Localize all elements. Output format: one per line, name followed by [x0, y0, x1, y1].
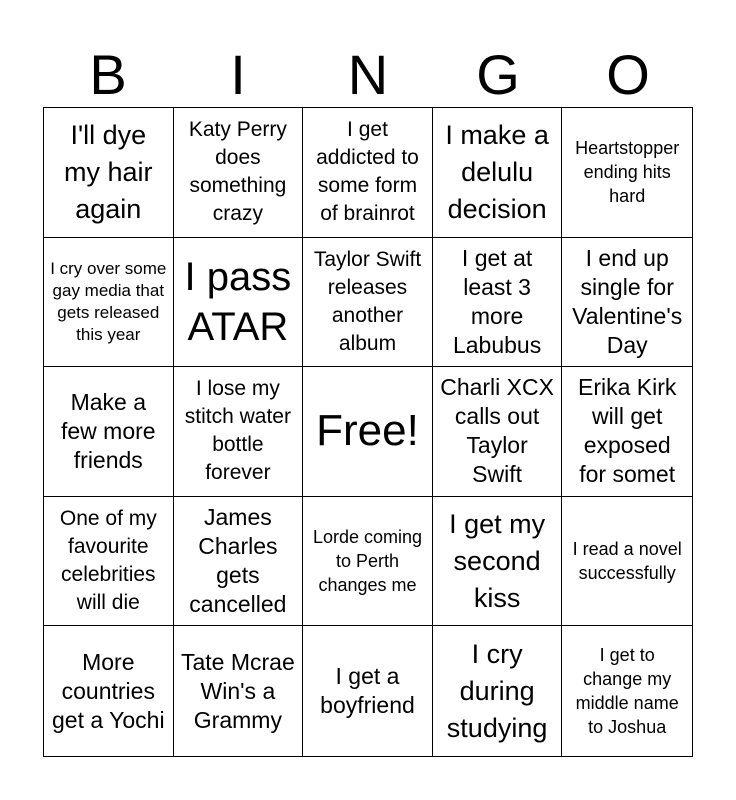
cell-text: I cry over some gay media that gets released this year: [50, 258, 167, 344]
cell-text: Katy Perry does something crazy: [188, 118, 287, 226]
header-letter-i: I: [230, 43, 246, 106]
cell-text: I get at least 3 more Labubus: [452, 244, 542, 358]
header-letter-n: N: [347, 43, 389, 106]
bingo-cell-r1c4[interactable]: [433, 108, 563, 238]
bingo-cell-r3c4[interactable]: [433, 367, 563, 497]
cell-text: I lose my stitch water bottle forever: [184, 377, 291, 485]
cell-text: More countries get a Yochi: [52, 648, 165, 733]
cell-text: Taylor Swift releases another album: [313, 247, 422, 355]
bingo-cell-r2c4[interactable]: [433, 238, 563, 368]
cell-text: I pass ATAR: [184, 254, 292, 349]
cell-text: Heartstopper ending hits hard: [575, 138, 680, 207]
cell-text: I read a novel successfully: [572, 539, 682, 584]
cell-text: Tate Mcrae Win's a Grammy: [181, 648, 295, 733]
bingo-cell-r1c1[interactable]: [44, 108, 174, 238]
cell-text: James Charles gets cancelled: [189, 504, 287, 618]
cell-text: I get addicted to some form of brainrot: [316, 118, 419, 226]
bingo-cell-r2c1[interactable]: [44, 238, 174, 368]
header-letter-b: B: [89, 43, 127, 106]
bingo-cell-r1c2[interactable]: [174, 108, 304, 238]
free-space-text: Free!: [316, 406, 419, 456]
bingo-cell-r5c2[interactable]: [174, 626, 304, 756]
bingo-cell-r3c1[interactable]: [44, 367, 174, 497]
bingo-cell-r3c5[interactable]: [562, 367, 692, 497]
bingo-cell-r2c2[interactable]: [174, 238, 304, 368]
bingo-cell-r4c5[interactable]: [562, 497, 692, 627]
bingo-cell-r5c1[interactable]: [44, 626, 174, 756]
bingo-cell-r2c3[interactable]: [303, 238, 433, 368]
bingo-cell-r4c2[interactable]: [174, 497, 304, 627]
bingo-cell-r1c3[interactable]: [303, 108, 433, 238]
bingo-cell-r1c5[interactable]: [562, 108, 692, 238]
bingo-cell-r5c4[interactable]: [433, 626, 563, 756]
bingo-cell-r3c2[interactable]: [174, 367, 304, 497]
bingo-cell-r4c1[interactable]: [44, 497, 174, 627]
cell-text: I cry during studying: [446, 638, 548, 743]
bingo-board: [43, 107, 693, 757]
bingo-cell-r4c3[interactable]: [303, 497, 433, 627]
bingo-header: [43, 44, 693, 106]
header-letter-g: G: [476, 43, 520, 106]
bingo-cell-r5c3[interactable]: [303, 626, 433, 756]
bingo-cell-r5c5[interactable]: [562, 626, 692, 756]
header-letter-o: O: [606, 43, 650, 106]
cell-text: Lorde coming to Perth changes me: [312, 527, 423, 596]
cell-text: I get a boyfriend: [320, 663, 415, 719]
cell-text: I get my second kiss: [449, 508, 546, 613]
cell-text: I get to change my middle name to Joshua: [575, 645, 679, 738]
bingo-cell-free[interactable]: [303, 367, 433, 497]
cell-text: Charli XCX calls out Taylor Swift: [440, 374, 554, 488]
cell-text: One of my favourite celebrities will die: [59, 507, 157, 615]
bingo-cell-r2c5[interactable]: [562, 238, 692, 368]
cell-text: I'll dye my hair again: [64, 119, 153, 224]
cell-text: Make a few more friends: [61, 388, 156, 473]
cell-text: I make a delulu decision: [445, 119, 549, 224]
cell-text: Erika Kirk will get exposed for somet: [577, 374, 677, 488]
cell-text: I end up single for Valentine's Day: [572, 244, 683, 358]
bingo-cell-r4c4[interactable]: [433, 497, 563, 627]
